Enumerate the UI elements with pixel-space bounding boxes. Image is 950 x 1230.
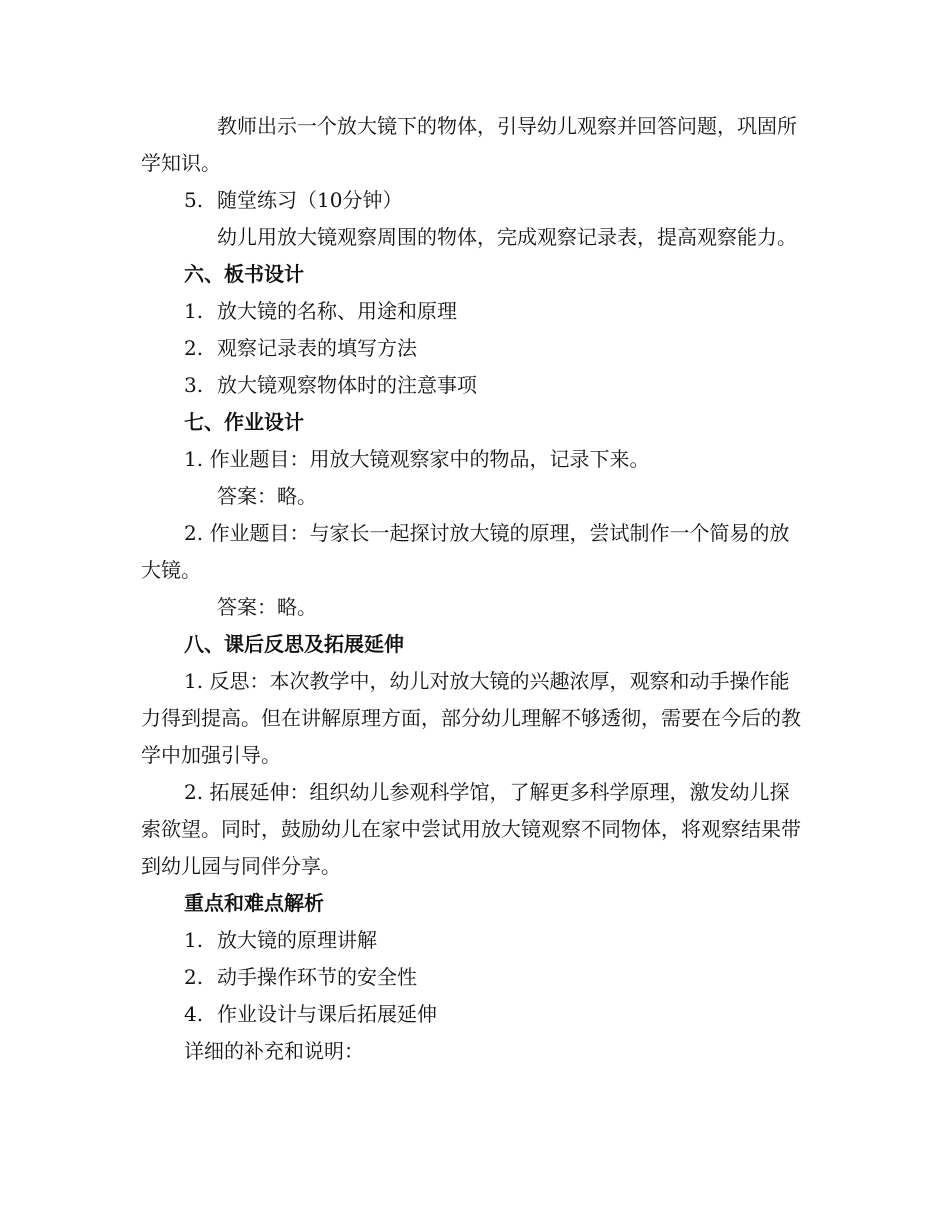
homework-answer-1: 答案：略。 <box>217 484 317 508</box>
document-body <box>141 108 809 1070</box>
section-heading-homework: 七、作业设计 <box>184 410 304 434</box>
paragraph-teacher-demo: 教师出示一个放大镜下的物体，引导幼儿观察并回答问题，巩固所学知识。 <box>141 114 797 175</box>
list-item-practice <box>141 182 809 219</box>
list-number: 4. <box>184 1002 204 1026</box>
homework-item-1: 1. 作业题目：用放大镜观察家中的物品，记录下来。 <box>184 447 650 471</box>
list-number: 1. <box>184 928 204 952</box>
list-item <box>141 922 809 959</box>
list-text: 放大镜的名称、用途和原理 <box>217 299 457 323</box>
section-heading-key-points: 重点和难点解析 <box>184 891 324 915</box>
list-item <box>141 959 809 996</box>
list-item <box>141 330 809 367</box>
list-number: 2. <box>184 336 204 360</box>
homework-item-2: 2. 作业题目：与家长一起探讨放大镜的原理，尝试制作一个简易的放大镜。 <box>141 521 790 582</box>
section-heading-reflection: 八、课后反思及拓展延伸 <box>184 632 404 656</box>
paragraph-child-observe: 幼儿用放大镜观察周围的物体，完成观察记录表，提高观察能力。 <box>217 225 797 249</box>
list-number: 3. <box>184 373 204 397</box>
reflection-item-1: 1. 反思：本次教学中，幼儿对放大镜的兴趣浓厚，观察和动手操作能力得到提高。但在讲解原理方面，部分幼儿理解不够透彻，需要在今后的教学中加强引导。 <box>141 669 801 767</box>
closing-line: 详细的补充和说明： <box>184 1039 364 1063</box>
list-text: 作业设计与课后拓展延伸 <box>217 1002 437 1026</box>
list-item <box>141 367 809 404</box>
list-text: 放大镜的原理讲解 <box>217 928 377 952</box>
list-text: 放大镜观察物体时的注意事项 <box>217 373 477 397</box>
list-number: 1. <box>184 299 204 323</box>
homework-answer-2: 答案：略。 <box>217 595 317 619</box>
list-item <box>141 293 809 330</box>
list-text: 观察记录表的填写方法 <box>217 336 417 360</box>
list-text: 动手操作环节的安全性 <box>217 965 417 989</box>
list-number: 5. <box>184 188 204 212</box>
reflection-item-2: 2. 拓展延伸：组织幼儿参观科学馆，了解更多科学原理，激发幼儿探索欲望。同时，鼓励幼儿在家中尝试用放大镜观察不同物体，将观察结果带到幼儿园与同伴分享。 <box>141 780 801 878</box>
section-heading-board-design: 六、板书设计 <box>184 262 304 286</box>
list-number: 2. <box>184 965 204 989</box>
list-item <box>141 996 809 1033</box>
list-text: 随堂练习（10分钟） <box>217 188 403 212</box>
